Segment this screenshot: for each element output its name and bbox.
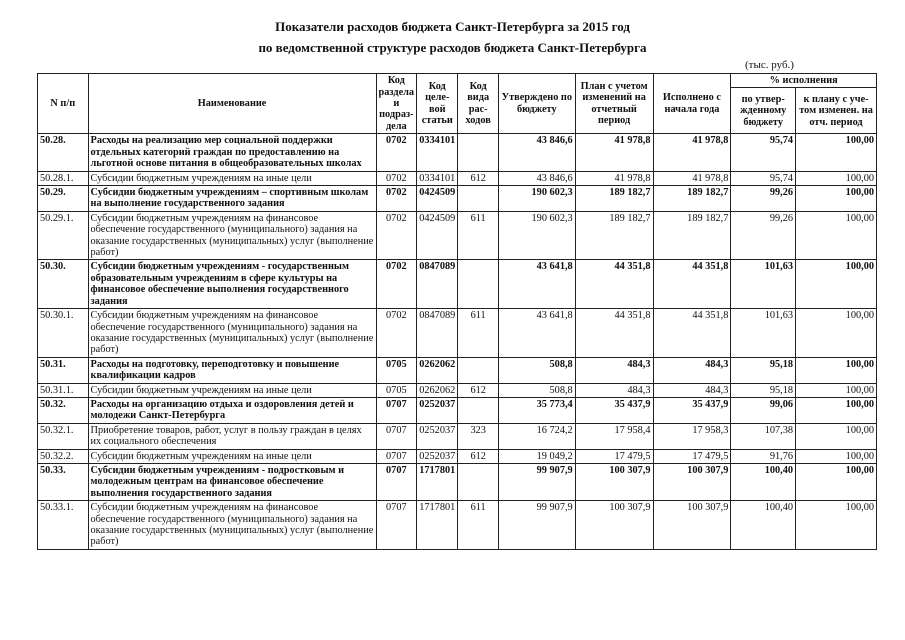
cell-type-code: 611 xyxy=(458,501,498,550)
cell-type-code: 323 xyxy=(458,423,498,449)
cell-section-code: 0707 xyxy=(376,463,416,500)
cell-num: 50.30. xyxy=(38,260,89,309)
cell-percent-budget: 95,74 xyxy=(731,134,796,171)
cell-approved: 43 641,8 xyxy=(498,260,575,309)
cell-percent-budget: 100,40 xyxy=(731,463,796,500)
header-target-code: Код целе-вой статьи xyxy=(417,74,458,134)
table-row xyxy=(38,423,877,449)
cell-section-code: 0702 xyxy=(376,260,416,309)
cell-approved: 99 907,9 xyxy=(498,463,575,500)
cell-name: Расходы на реализацию мер социальной поддержки отдельных категорий граждан по предоставлению на льготной основе питания в общеобразовательных школах xyxy=(88,134,376,171)
cell-executed: 100 307,9 xyxy=(653,501,731,550)
cell-plan: 44 351,8 xyxy=(575,309,653,358)
table-row xyxy=(38,449,877,463)
cell-num: 50.32. xyxy=(38,397,89,423)
table-row xyxy=(38,501,877,550)
cell-type-code xyxy=(458,186,498,212)
cell-plan: 17 479,5 xyxy=(575,449,653,463)
cell-num: 50.31.1. xyxy=(38,383,89,397)
cell-percent-plan: 100,00 xyxy=(796,501,877,550)
cell-approved: 190 602,3 xyxy=(498,186,575,212)
header-section-code: Код раздела и подраз-дела xyxy=(376,74,416,134)
budget-table xyxy=(37,73,877,550)
table-row xyxy=(38,186,877,212)
cell-percent-budget: 107,38 xyxy=(731,423,796,449)
cell-plan: 189 182,7 xyxy=(575,211,653,260)
cell-target-code: 0262062 xyxy=(417,357,458,383)
cell-executed: 44 351,8 xyxy=(653,260,731,309)
table-row xyxy=(38,397,877,423)
report-title: Показатели расходов бюджета Санкт-Петербурга за 2015 год xyxy=(275,19,630,34)
cell-percent-plan: 100,00 xyxy=(796,171,877,185)
cell-executed: 100 307,9 xyxy=(653,463,731,500)
cell-percent-plan: 100,00 xyxy=(796,357,877,383)
cell-name: Приобретение товаров, работ, услуг в пользу граждан в целях их социального обеспечения xyxy=(88,423,376,449)
cell-section-code: 0707 xyxy=(376,397,416,423)
cell-name: Субсидии бюджетным учреждениям на финансовое обеспечение государственного (муниципального) задания на оказание государственных (муниципальных) услуг (выполнение работ) xyxy=(88,501,376,550)
cell-type-code xyxy=(458,260,498,309)
cell-section-code: 0702 xyxy=(376,309,416,358)
cell-percent-budget: 99,26 xyxy=(731,211,796,260)
header-percent-budget: по утвер-жденному бюджету xyxy=(731,88,796,134)
cell-target-code: 0847089 xyxy=(417,260,458,309)
cell-name: Субсидии бюджетным учреждениям - подростковым и молодежным центрам на финансовое обеспечение выполнения государственного задания xyxy=(88,463,376,500)
cell-num: 50.32.2. xyxy=(38,449,89,463)
cell-percent-budget: 99,26 xyxy=(731,186,796,212)
cell-executed: 484,3 xyxy=(653,383,731,397)
cell-approved: 43 846,6 xyxy=(498,171,575,185)
cell-percent-budget: 95,74 xyxy=(731,171,796,185)
cell-target-code: 0847089 xyxy=(417,309,458,358)
cell-target-code: 1717801 xyxy=(417,463,458,500)
cell-target-code: 0334101 xyxy=(417,171,458,185)
header-percent-group: % исполнения xyxy=(731,74,877,88)
table-row xyxy=(38,134,877,171)
cell-percent-plan: 100,00 xyxy=(796,211,877,260)
cell-type-code: 611 xyxy=(458,211,498,260)
cell-approved: 19 049,2 xyxy=(498,449,575,463)
cell-name: Расходы на подготовку, переподготовку и повышение квалификации кадров xyxy=(88,357,376,383)
cell-type-code: 611 xyxy=(458,309,498,358)
cell-percent-plan: 100,00 xyxy=(796,397,877,423)
header-percent-plan: к плану с уче-том изменен. на отч. период xyxy=(796,88,877,134)
cell-percent-plan: 100,00 xyxy=(796,134,877,171)
cell-plan: 484,3 xyxy=(575,383,653,397)
cell-target-code: 0334101 xyxy=(417,134,458,171)
cell-approved: 508,8 xyxy=(498,357,575,383)
cell-type-code: 612 xyxy=(458,383,498,397)
cell-target-code: 0252037 xyxy=(417,449,458,463)
cell-num: 50.33. xyxy=(38,463,89,500)
cell-plan: 100 307,9 xyxy=(575,463,653,500)
cell-plan: 35 437,9 xyxy=(575,397,653,423)
cell-type-code xyxy=(458,357,498,383)
cell-percent-plan: 100,00 xyxy=(796,260,877,309)
cell-approved: 43 641,8 xyxy=(498,309,575,358)
cell-name: Субсидии бюджетным учреждениям на иные цели xyxy=(88,449,376,463)
cell-type-code xyxy=(458,397,498,423)
cell-percent-budget: 95,18 xyxy=(731,383,796,397)
header-name: Наименование xyxy=(88,74,376,134)
cell-section-code: 0707 xyxy=(376,501,416,550)
cell-name: Субсидии бюджетным учреждениям на иные цели xyxy=(88,171,376,185)
cell-name: Субсидии бюджетным учреждениям – спортивным школам на выполнение государственного задания xyxy=(88,186,376,212)
table-row xyxy=(38,463,877,500)
cell-plan: 41 978,8 xyxy=(575,171,653,185)
cell-name: Расходы на организацию отдыха и оздоровления детей и молодежи Санкт-Петербурга xyxy=(88,397,376,423)
cell-percent-plan: 100,00 xyxy=(796,449,877,463)
cell-percent-plan: 100,00 xyxy=(796,186,877,212)
header-approved: Утверждено по бюджету xyxy=(498,74,575,134)
cell-num: 50.29. xyxy=(38,186,89,212)
cell-target-code: 0424509 xyxy=(417,186,458,212)
cell-num: 50.33.1. xyxy=(38,501,89,550)
cell-plan: 17 958,4 xyxy=(575,423,653,449)
cell-approved: 35 773,4 xyxy=(498,397,575,423)
cell-executed: 44 351,8 xyxy=(653,309,731,358)
cell-target-code: 0262062 xyxy=(417,383,458,397)
cell-percent-budget: 101,63 xyxy=(731,260,796,309)
header-type-code: Код вида рас-ходов xyxy=(458,74,498,134)
cell-executed: 41 978,8 xyxy=(653,171,731,185)
cell-plan: 189 182,7 xyxy=(575,186,653,212)
cell-type-code xyxy=(458,463,498,500)
cell-name: Субсидии бюджетным учреждениям - государственным образовательным учреждениям в сфере культуры на финансовое обеспечение выполнения государственного задания xyxy=(88,260,376,309)
cell-percent-budget: 100,40 xyxy=(731,501,796,550)
cell-num: 50.29.1. xyxy=(38,211,89,260)
cell-percent-budget: 95,18 xyxy=(731,357,796,383)
cell-target-code: 0424509 xyxy=(417,211,458,260)
cell-section-code: 0705 xyxy=(376,383,416,397)
cell-executed: 17 479,5 xyxy=(653,449,731,463)
cell-approved: 508,8 xyxy=(498,383,575,397)
cell-num: 50.31. xyxy=(38,357,89,383)
cell-executed: 41 978,8 xyxy=(653,134,731,171)
header-plan: План с учетом изменений на отчетный период xyxy=(575,74,653,134)
table-row xyxy=(38,383,877,397)
cell-approved: 43 846,6 xyxy=(498,134,575,171)
cell-executed: 189 182,7 xyxy=(653,211,731,260)
cell-percent-budget: 91,76 xyxy=(731,449,796,463)
cell-name: Субсидии бюджетным учреждениям на иные цели xyxy=(88,383,376,397)
cell-num: 50.28. xyxy=(38,134,89,171)
cell-target-code: 1717801 xyxy=(417,501,458,550)
cell-section-code: 0702 xyxy=(376,134,416,171)
cell-executed: 484,3 xyxy=(653,357,731,383)
header-num: N п/п xyxy=(38,74,89,134)
cell-section-code: 0705 xyxy=(376,357,416,383)
cell-plan: 41 978,8 xyxy=(575,134,653,171)
cell-name: Субсидии бюджетным учреждениям на финансовое обеспечение государственного (муниципального) задания на оказание государственных (муниципальных) услуг (выполнение работ) xyxy=(88,211,376,260)
cell-section-code: 0702 xyxy=(376,211,416,260)
cell-type-code: 612 xyxy=(458,171,498,185)
header-executed: Исполнено с начала года xyxy=(653,74,731,134)
cell-executed: 17 958,3 xyxy=(653,423,731,449)
cell-target-code: 0252037 xyxy=(417,423,458,449)
table-row xyxy=(38,171,877,185)
cell-approved: 99 907,9 xyxy=(498,501,575,550)
cell-executed: 35 437,9 xyxy=(653,397,731,423)
report-subtitle: по ведомственной структуре расходов бюджета Санкт-Петербурга xyxy=(258,40,647,55)
cell-percent-budget: 101,63 xyxy=(731,309,796,358)
cell-plan: 100 307,9 xyxy=(575,501,653,550)
cell-approved: 190 602,3 xyxy=(498,211,575,260)
cell-name: Субсидии бюджетным учреждениям на финансовое обеспечение государственного (муниципального) задания на оказание государственных (муниципальных) услуг (выполнение работ) xyxy=(88,309,376,358)
table-row xyxy=(38,357,877,383)
cell-section-code: 0702 xyxy=(376,186,416,212)
cell-section-code: 0702 xyxy=(376,171,416,185)
table-row xyxy=(38,309,877,358)
cell-plan: 44 351,8 xyxy=(575,260,653,309)
cell-section-code: 0707 xyxy=(376,449,416,463)
cell-percent-plan: 100,00 xyxy=(796,423,877,449)
cell-type-code: 612 xyxy=(458,449,498,463)
cell-num: 50.30.1. xyxy=(38,309,89,358)
table-row xyxy=(38,211,877,260)
cell-plan: 484,3 xyxy=(575,357,653,383)
cell-type-code xyxy=(458,134,498,171)
cell-section-code: 0707 xyxy=(376,423,416,449)
cell-percent-plan: 100,00 xyxy=(796,309,877,358)
units-label: (тыс. руб.) xyxy=(745,59,794,71)
cell-executed: 189 182,7 xyxy=(653,186,731,212)
cell-num: 50.28.1. xyxy=(38,171,89,185)
table-body xyxy=(38,134,877,549)
cell-approved: 16 724,2 xyxy=(498,423,575,449)
cell-percent-budget: 99,06 xyxy=(731,397,796,423)
cell-target-code: 0252037 xyxy=(417,397,458,423)
table-row xyxy=(38,260,877,309)
cell-percent-plan: 100,00 xyxy=(796,383,877,397)
cell-percent-plan: 100,00 xyxy=(796,463,877,500)
cell-num: 50.32.1. xyxy=(38,423,89,449)
